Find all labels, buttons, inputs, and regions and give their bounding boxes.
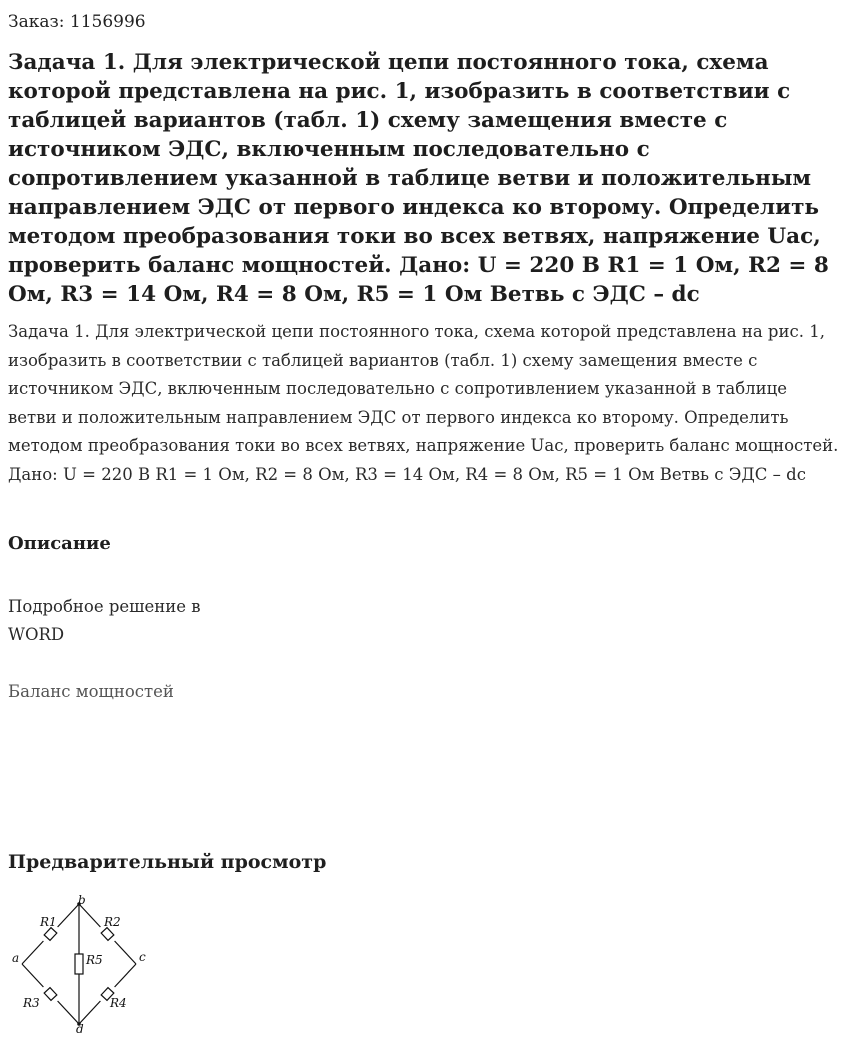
wire-ab-lower (22, 941, 43, 964)
node-c-label: c (139, 950, 146, 964)
preview-heading: Предварительный просмотр (8, 851, 327, 873)
node-a-label: a (12, 951, 20, 965)
wire-bc-lower (115, 941, 136, 964)
wire-ab-upper (58, 904, 79, 927)
resistor-r1 (44, 928, 57, 941)
node-b-label: b (78, 894, 86, 907)
wire-bc-upper (79, 904, 100, 927)
circuit-diagram (12, 894, 152, 1034)
wire-ad-lower (58, 1001, 79, 1024)
r4-label: R4 (110, 996, 127, 1010)
wire-ad-upper (22, 964, 43, 987)
description-heading: Описание (8, 533, 111, 554)
resistor-r5 (75, 954, 83, 974)
description-line-1: Подробное решение в (8, 597, 201, 616)
wire-cd-upper (115, 964, 136, 987)
wire-cd-lower (79, 1001, 100, 1024)
description-note: Баланс мощностей (8, 682, 174, 701)
r1-label: R1 (40, 915, 57, 929)
resistor-r3 (44, 988, 57, 1001)
node-d-label: d (76, 1022, 84, 1034)
order-number: Заказ: 1156996 (8, 12, 146, 32)
task-headline: Задача 1. Для электрической цепи постоянного тока, схема которой представлена на рис. 1, изобразить в соответствии с таблицей вариантов (табл. 1) схему замещения вместе с источником ЭДС, включенным последовательно с сопротивлением указанной в таблице ветви и положительным направлением ЭДС от первого индекса ко второму. Определить методом преобразования токи во всех ветвях, напряжение Uас, проверить баланс мощностей. Дано: U = 220 В R1 = 1 Ом, R2 = 8 Ом, R3 = 14 Ом, R4 = 8 Ом, R5 = 1 Ом Ветвь с ЭДС – dc (8, 50, 829, 307)
r5-label: R5 (86, 953, 103, 967)
description-line-2: WORD (8, 625, 65, 644)
r2-label: R2 (104, 915, 121, 929)
r3-label: R3 (23, 996, 40, 1010)
task-body: Задача 1. Для электрической цепи постоянного тока, схема которой представлена на рис. 1, изобразить в соответствии с таблицей вариантов (табл. 1) схему замещения вместе с источником ЭДС, включенным последовательно с сопротивлением указанной в таблице ветви и положительным направлением ЭДС от первого индекса ко второму. Определить методом преобразования токи во всех ветвях, напряжение Uас, проверить баланс мощностей. Дано: U = 220 В R1 = 1 Ом, R2 = 8 Ом, R3 = 14 Ом, R4 = 8 Ом, R5 = 1 Ом Ветвь с ЭДС – dc (8, 322, 839, 484)
resistor-r2 (101, 928, 114, 941)
